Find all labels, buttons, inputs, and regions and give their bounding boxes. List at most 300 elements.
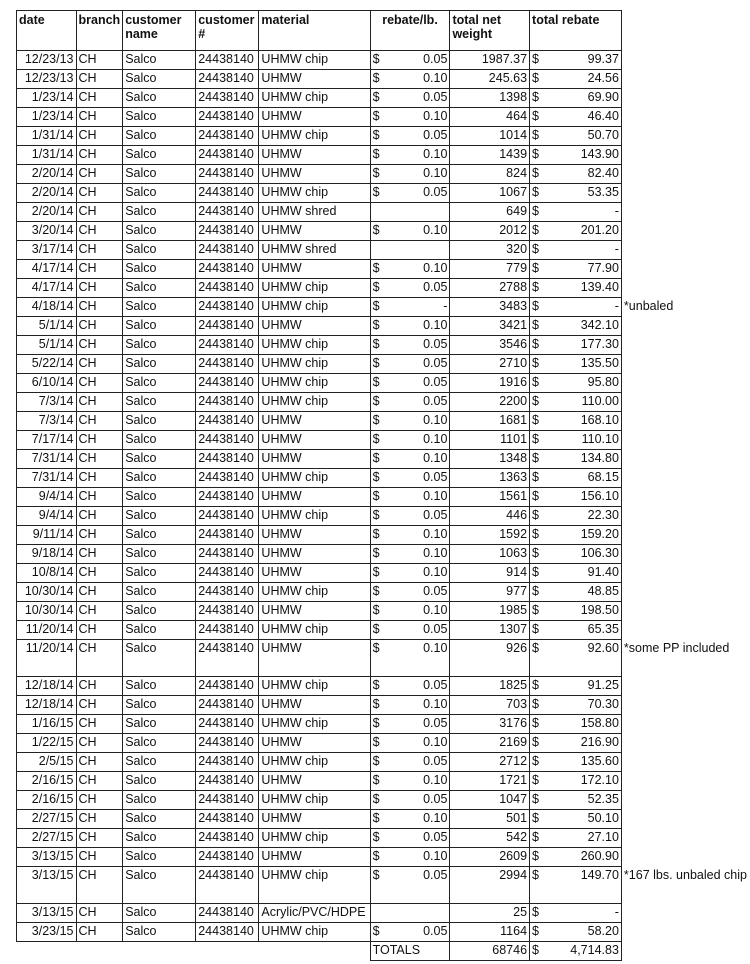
cell-net-weight: 649 bbox=[450, 203, 530, 222]
cell-note bbox=[621, 545, 749, 564]
rebate-amount: 50.10 bbox=[587, 811, 619, 825]
cell-customer-number: 24438140 bbox=[196, 431, 259, 450]
cell-material: UHMW bbox=[259, 564, 370, 583]
rebate-rate: 0.10 bbox=[423, 413, 448, 427]
cell-rebate-per-lb bbox=[370, 772, 450, 791]
cell-date: 5/1/14 bbox=[17, 317, 77, 336]
cell-rebate-per-lb bbox=[370, 848, 450, 867]
cell-material: UHMW chip bbox=[259, 279, 370, 298]
rebate-amount: 24.56 bbox=[587, 71, 619, 85]
currency-symbol: $ bbox=[532, 432, 539, 446]
table-body bbox=[17, 51, 750, 942]
cell-rebate-per-lb bbox=[370, 677, 450, 696]
cell-note bbox=[621, 621, 749, 640]
cell-net-weight: 1063 bbox=[450, 545, 530, 564]
cell-note bbox=[621, 241, 749, 260]
cell-net-weight: 977 bbox=[450, 583, 530, 602]
currency-symbol: $ bbox=[532, 451, 539, 465]
table-row bbox=[17, 412, 750, 431]
cell-material: UHMW bbox=[259, 165, 370, 184]
cell-customer-name: Salco bbox=[123, 469, 196, 488]
rebate-rate: 0.10 bbox=[423, 527, 448, 541]
cell-total-rebate bbox=[530, 89, 622, 108]
cell-branch: CH bbox=[76, 583, 123, 602]
cell-total-rebate bbox=[530, 602, 622, 621]
currency-symbol: $ bbox=[532, 754, 539, 768]
cell-customer-number: 24438140 bbox=[196, 298, 259, 317]
cell-customer-name: Salco bbox=[123, 848, 196, 867]
rebate-rate: 0.10 bbox=[423, 773, 448, 787]
currency-symbol: $ bbox=[532, 678, 539, 692]
table-row bbox=[17, 488, 750, 507]
cell-net-weight: 1164 bbox=[450, 923, 530, 942]
cell-customer-number: 24438140 bbox=[196, 260, 259, 279]
cell-net-weight: 446 bbox=[450, 507, 530, 526]
cell-rebate-per-lb bbox=[370, 753, 450, 772]
cell-rebate-per-lb bbox=[370, 184, 450, 203]
currency-symbol: $ bbox=[372, 71, 380, 85]
table-row bbox=[17, 564, 750, 583]
cell-customer-number: 24438140 bbox=[196, 393, 259, 412]
cell-net-weight: 914 bbox=[450, 564, 530, 583]
cell-rebate-per-lb bbox=[370, 564, 450, 583]
currency-symbol: $ bbox=[532, 166, 539, 180]
rebate-rate: 0.05 bbox=[423, 280, 448, 294]
currency-symbol: $ bbox=[372, 470, 380, 484]
cell-net-weight: 1721 bbox=[450, 772, 530, 791]
cell-customer-number: 24438140 bbox=[196, 241, 259, 260]
cell-customer-number: 24438140 bbox=[196, 640, 259, 677]
cell-branch: CH bbox=[76, 734, 123, 753]
cell-net-weight: 1101 bbox=[450, 431, 530, 450]
currency-symbol: $ bbox=[372, 716, 380, 730]
rebate-amount: 92.60 bbox=[587, 641, 619, 655]
cell-customer-number: 24438140 bbox=[196, 146, 259, 165]
cell-branch: CH bbox=[76, 374, 123, 393]
cell-net-weight: 2712 bbox=[450, 753, 530, 772]
table-row bbox=[17, 621, 750, 640]
cell-customer-number: 24438140 bbox=[196, 848, 259, 867]
table-row bbox=[17, 507, 750, 526]
cell-rebate-per-lb bbox=[370, 108, 450, 127]
cell-date: 3/13/15 bbox=[17, 848, 77, 867]
rebate-rate: 0.10 bbox=[423, 318, 448, 332]
cell-rebate-per-lb bbox=[370, 355, 450, 374]
cell-total-rebate bbox=[530, 241, 622, 260]
cell-material: UHMW bbox=[259, 526, 370, 545]
cell-customer-number: 24438140 bbox=[196, 867, 259, 904]
cell-branch: CH bbox=[76, 108, 123, 127]
cell-material: UHMW bbox=[259, 696, 370, 715]
cell-customer-number: 24438140 bbox=[196, 545, 259, 564]
cell-net-weight: 1439 bbox=[450, 146, 530, 165]
cell-total-rebate bbox=[530, 829, 622, 848]
rebate-rate: 0.10 bbox=[423, 109, 448, 123]
cell-note bbox=[621, 108, 749, 127]
cell-branch: CH bbox=[76, 848, 123, 867]
cell-customer-number: 24438140 bbox=[196, 450, 259, 469]
cell-net-weight: 1916 bbox=[450, 374, 530, 393]
cell-branch: CH bbox=[76, 184, 123, 203]
currency-symbol: $ bbox=[532, 773, 539, 787]
cell-customer-name: Salco bbox=[123, 412, 196, 431]
cell-date: 3/20/14 bbox=[17, 222, 77, 241]
currency-symbol: $ bbox=[532, 830, 539, 844]
rebate-amount: 156.10 bbox=[580, 489, 619, 503]
rebate-amount: - bbox=[614, 299, 619, 313]
currency-symbol: $ bbox=[532, 109, 539, 123]
cell-branch: CH bbox=[76, 545, 123, 564]
cell-customer-number: 24438140 bbox=[196, 51, 259, 70]
cell-rebate-per-lb bbox=[370, 127, 450, 146]
cell-customer-name: Salco bbox=[123, 810, 196, 829]
cell-total-rebate bbox=[530, 772, 622, 791]
cell-customer-name: Salco bbox=[123, 526, 196, 545]
currency-symbol: $ bbox=[372, 546, 380, 560]
cell-branch: CH bbox=[76, 450, 123, 469]
cell-total-rebate bbox=[530, 564, 622, 583]
cell-material: UHMW bbox=[259, 602, 370, 621]
cell-material: UHMW chip bbox=[259, 469, 370, 488]
currency-symbol: $ bbox=[372, 622, 380, 636]
currency-symbol: $ bbox=[372, 527, 380, 541]
cell-material: UHMW bbox=[259, 108, 370, 127]
table-row bbox=[17, 184, 750, 203]
currency-symbol: $ bbox=[372, 318, 380, 332]
cell-note bbox=[621, 146, 749, 165]
rebate-rate: 0.05 bbox=[423, 52, 448, 66]
cell-material: UHMW bbox=[259, 810, 370, 829]
cell-note bbox=[621, 279, 749, 298]
cell-note bbox=[621, 923, 749, 942]
table-row bbox=[17, 241, 750, 260]
rebate-amount: 27.10 bbox=[587, 830, 619, 844]
cell-total-rebate bbox=[530, 904, 622, 923]
rebate-rate: 0.05 bbox=[423, 754, 448, 768]
rebate-amount: 110.00 bbox=[581, 394, 619, 408]
cell-material: UHMW chip bbox=[259, 336, 370, 355]
header-notes bbox=[621, 11, 749, 51]
currency-symbol: $ bbox=[532, 489, 539, 503]
cell-rebate-per-lb bbox=[370, 165, 450, 184]
cell-material: UHMW bbox=[259, 772, 370, 791]
currency-symbol: $ bbox=[532, 185, 539, 199]
rebate-rate: - bbox=[443, 299, 448, 313]
cell-total-rebate bbox=[530, 867, 622, 904]
cell-rebate-per-lb bbox=[370, 393, 450, 412]
rebate-amount: 216.90 bbox=[580, 735, 619, 749]
cell-customer-number: 24438140 bbox=[196, 526, 259, 545]
cell-rebate-per-lb bbox=[370, 696, 450, 715]
cell-customer-name: Salco bbox=[123, 146, 196, 165]
cell-branch: CH bbox=[76, 431, 123, 450]
cell-note bbox=[621, 564, 749, 583]
cell-material: UHMW bbox=[259, 450, 370, 469]
table-row bbox=[17, 545, 750, 564]
rebate-amount: 50.70 bbox=[587, 128, 619, 142]
table-row bbox=[17, 583, 750, 602]
cell-customer-name: Salco bbox=[123, 923, 196, 942]
table-row bbox=[17, 772, 750, 791]
cell-material: UHMW bbox=[259, 146, 370, 165]
cell-net-weight: 2710 bbox=[450, 355, 530, 374]
cell-date: 10/30/14 bbox=[17, 602, 77, 621]
currency-symbol: $ bbox=[532, 413, 539, 427]
cell-material: UHMW chip bbox=[259, 127, 370, 146]
cell-total-rebate bbox=[530, 677, 622, 696]
table-row bbox=[17, 734, 750, 753]
currency-symbol: $ bbox=[372, 868, 380, 882]
cell-material: UHMW chip bbox=[259, 791, 370, 810]
rebate-rate: 0.10 bbox=[423, 223, 448, 237]
cell-date: 2/20/14 bbox=[17, 203, 77, 222]
cell-net-weight: 2169 bbox=[450, 734, 530, 753]
rebate-amount: - bbox=[614, 905, 619, 919]
cell-note bbox=[621, 848, 749, 867]
totals-rebate bbox=[530, 942, 622, 961]
rebate-rate: 0.10 bbox=[423, 735, 448, 749]
cell-customer-name: Salco bbox=[123, 222, 196, 241]
cell-material: UHMW bbox=[259, 545, 370, 564]
currency-symbol: $ bbox=[372, 280, 380, 294]
cell-material: UHMW bbox=[259, 412, 370, 431]
cell-customer-number: 24438140 bbox=[196, 469, 259, 488]
cell-material: UHMW chip bbox=[259, 829, 370, 848]
cell-material: UHMW chip bbox=[259, 355, 370, 374]
currency-symbol: $ bbox=[372, 754, 380, 768]
cell-customer-number: 24438140 bbox=[196, 165, 259, 184]
cell-total-rebate bbox=[530, 146, 622, 165]
table-row bbox=[17, 526, 750, 545]
header-total-rebate: total rebate bbox=[530, 11, 622, 51]
cell-rebate-per-lb bbox=[370, 469, 450, 488]
cell-total-rebate bbox=[530, 753, 622, 772]
currency-symbol: $ bbox=[532, 508, 539, 522]
header-row bbox=[17, 11, 750, 51]
cell-material: UHMW bbox=[259, 222, 370, 241]
rebate-rate: 0.05 bbox=[423, 830, 448, 844]
cell-material: UHMW bbox=[259, 431, 370, 450]
header-material: material bbox=[259, 11, 370, 51]
currency-symbol: $ bbox=[372, 678, 380, 692]
cell-note bbox=[621, 51, 749, 70]
currency-symbol: $ bbox=[372, 147, 380, 161]
table-row bbox=[17, 867, 750, 904]
table-row bbox=[17, 848, 750, 867]
rebate-amount: 342.10 bbox=[580, 318, 619, 332]
cell-customer-name: Salco bbox=[123, 355, 196, 374]
cell-material: UHMW chip bbox=[259, 923, 370, 942]
cell-customer-number: 24438140 bbox=[196, 696, 259, 715]
cell-net-weight: 3176 bbox=[450, 715, 530, 734]
cell-rebate-per-lb bbox=[370, 70, 450, 89]
cell-total-rebate bbox=[530, 450, 622, 469]
cell-net-weight: 3483 bbox=[450, 298, 530, 317]
cell-rebate-per-lb bbox=[370, 260, 450, 279]
cell-total-rebate bbox=[530, 203, 622, 222]
rebate-rate: 0.05 bbox=[423, 356, 448, 370]
table-row bbox=[17, 279, 750, 298]
rebate-amount: 172.10 bbox=[580, 773, 619, 787]
rebate-rate: 0.05 bbox=[423, 337, 448, 351]
header-customer-name: customer name bbox=[123, 11, 196, 51]
rebate-rate: 0.05 bbox=[423, 584, 448, 598]
cell-date: 12/18/14 bbox=[17, 677, 77, 696]
cell-branch: CH bbox=[76, 715, 123, 734]
currency-symbol: $ bbox=[372, 109, 380, 123]
cell-customer-number: 24438140 bbox=[196, 412, 259, 431]
cell-note bbox=[621, 715, 749, 734]
cell-total-rebate bbox=[530, 810, 622, 829]
header-rebate-per-lb: rebate/lb. bbox=[370, 11, 450, 51]
currency-symbol: $ bbox=[532, 223, 539, 237]
rebate-rate: 0.05 bbox=[423, 90, 448, 104]
cell-net-weight: 1307 bbox=[450, 621, 530, 640]
cell-branch: CH bbox=[76, 241, 123, 260]
cell-customer-name: Salco bbox=[123, 336, 196, 355]
table-row bbox=[17, 810, 750, 829]
cell-branch: CH bbox=[76, 867, 123, 904]
rebate-amount: 58.20 bbox=[587, 924, 619, 938]
cell-customer-name: Salco bbox=[123, 715, 196, 734]
rebate-rate: 0.10 bbox=[423, 432, 448, 446]
currency-symbol: $ bbox=[532, 128, 539, 142]
table-row bbox=[17, 696, 750, 715]
cell-customer-number: 24438140 bbox=[196, 564, 259, 583]
cell-branch: CH bbox=[76, 355, 123, 374]
cell-branch: CH bbox=[76, 336, 123, 355]
rebate-rate: 0.10 bbox=[423, 565, 448, 579]
currency-symbol: $ bbox=[532, 546, 539, 560]
cell-date: 2/20/14 bbox=[17, 165, 77, 184]
table-row bbox=[17, 355, 750, 374]
rebate-amount: 65.35 bbox=[587, 622, 619, 636]
cell-material: UHMW bbox=[259, 488, 370, 507]
cell-branch: CH bbox=[76, 640, 123, 677]
currency-symbol: $ bbox=[372, 90, 380, 104]
rebate-rate: 0.05 bbox=[423, 470, 448, 484]
cell-material: UHMW bbox=[259, 848, 370, 867]
header-total-net-weight: total net weight bbox=[450, 11, 530, 51]
cell-net-weight: 25 bbox=[450, 904, 530, 923]
currency-symbol: $ bbox=[372, 849, 380, 863]
currency-symbol: $ bbox=[372, 641, 380, 655]
cell-customer-number: 24438140 bbox=[196, 488, 259, 507]
cell-customer-number: 24438140 bbox=[196, 810, 259, 829]
currency-symbol: $ bbox=[372, 299, 380, 313]
currency-symbol: $ bbox=[532, 716, 539, 730]
cell-net-weight: 2788 bbox=[450, 279, 530, 298]
currency-symbol: $ bbox=[372, 451, 380, 465]
currency-symbol: $ bbox=[532, 242, 539, 256]
rebate-rate: 0.05 bbox=[423, 622, 448, 636]
rebate-rate: 0.05 bbox=[423, 678, 448, 692]
currency-symbol: $ bbox=[532, 52, 539, 66]
currency-symbol: $ bbox=[532, 811, 539, 825]
currency-symbol: $ bbox=[372, 773, 380, 787]
cell-customer-number: 24438140 bbox=[196, 715, 259, 734]
currency-symbol: $ bbox=[372, 356, 380, 370]
cell-branch: CH bbox=[76, 923, 123, 942]
cell-material: UHMW chip bbox=[259, 753, 370, 772]
cell-rebate-per-lb bbox=[370, 89, 450, 108]
currency-symbol: $ bbox=[372, 52, 380, 66]
cell-rebate-per-lb bbox=[370, 810, 450, 829]
rebate-amount: 48.85 bbox=[587, 584, 619, 598]
rebate-amount: - bbox=[614, 242, 619, 256]
currency-symbol: $ bbox=[532, 584, 539, 598]
cell-customer-name: Salco bbox=[123, 108, 196, 127]
cell-net-weight: 824 bbox=[450, 165, 530, 184]
cell-total-rebate bbox=[530, 222, 622, 241]
cell-customer-number: 24438140 bbox=[196, 602, 259, 621]
cell-note bbox=[621, 374, 749, 393]
cell-branch: CH bbox=[76, 317, 123, 336]
cell-rebate-per-lb bbox=[370, 621, 450, 640]
cell-total-rebate bbox=[530, 526, 622, 545]
cell-customer-name: Salco bbox=[123, 260, 196, 279]
rebate-table bbox=[16, 10, 750, 961]
cell-branch: CH bbox=[76, 51, 123, 70]
cell-date: 2/27/15 bbox=[17, 829, 77, 848]
cell-customer-name: Salco bbox=[123, 734, 196, 753]
cell-date: 3/23/15 bbox=[17, 923, 77, 942]
cell-branch: CH bbox=[76, 791, 123, 810]
table-row bbox=[17, 374, 750, 393]
cell-customer-name: Salco bbox=[123, 564, 196, 583]
cell-total-rebate bbox=[530, 279, 622, 298]
cell-customer-name: Salco bbox=[123, 545, 196, 564]
currency-symbol: $ bbox=[532, 792, 539, 806]
cell-net-weight: 2994 bbox=[450, 867, 530, 904]
cell-note: *some PP included bbox=[623, 640, 730, 655]
table-row bbox=[17, 70, 750, 89]
cell-net-weight: 779 bbox=[450, 260, 530, 279]
cell-date: 1/23/14 bbox=[17, 89, 77, 108]
table-row bbox=[17, 393, 750, 412]
cell-customer-name: Salco bbox=[123, 89, 196, 108]
cell-customer-name: Salco bbox=[123, 374, 196, 393]
cell-material: UHMW chip bbox=[259, 677, 370, 696]
cell-note bbox=[621, 469, 749, 488]
cell-net-weight: 1047 bbox=[450, 791, 530, 810]
cell-date: 7/3/14 bbox=[17, 412, 77, 431]
cell-net-weight: 501 bbox=[450, 810, 530, 829]
currency-symbol: $ bbox=[372, 565, 380, 579]
cell-customer-number: 24438140 bbox=[196, 583, 259, 602]
table-row bbox=[17, 715, 750, 734]
cell-date: 12/23/13 bbox=[17, 51, 77, 70]
currency-symbol: $ bbox=[532, 280, 539, 294]
cell-customer-name: Salco bbox=[123, 829, 196, 848]
currency-symbol: $ bbox=[372, 584, 380, 598]
cell-customer-name: Salco bbox=[123, 507, 196, 526]
cell-customer-name: Salco bbox=[123, 241, 196, 260]
table-row bbox=[17, 753, 750, 772]
rebate-amount: 69.90 bbox=[587, 90, 619, 104]
table-row bbox=[17, 904, 750, 923]
cell-customer-number: 24438140 bbox=[196, 753, 259, 772]
currency-symbol: $ bbox=[372, 413, 380, 427]
cell-net-weight: 1987.37 bbox=[450, 51, 530, 70]
cell-date: 2/27/15 bbox=[17, 810, 77, 829]
rebate-amount: 70.30 bbox=[587, 697, 619, 711]
cell-customer-number: 24438140 bbox=[196, 772, 259, 791]
cell-material: UHMW chip bbox=[259, 583, 370, 602]
cell-customer-number: 24438140 bbox=[196, 507, 259, 526]
cell-branch: CH bbox=[76, 904, 123, 923]
rebate-rate: 0.05 bbox=[423, 792, 448, 806]
